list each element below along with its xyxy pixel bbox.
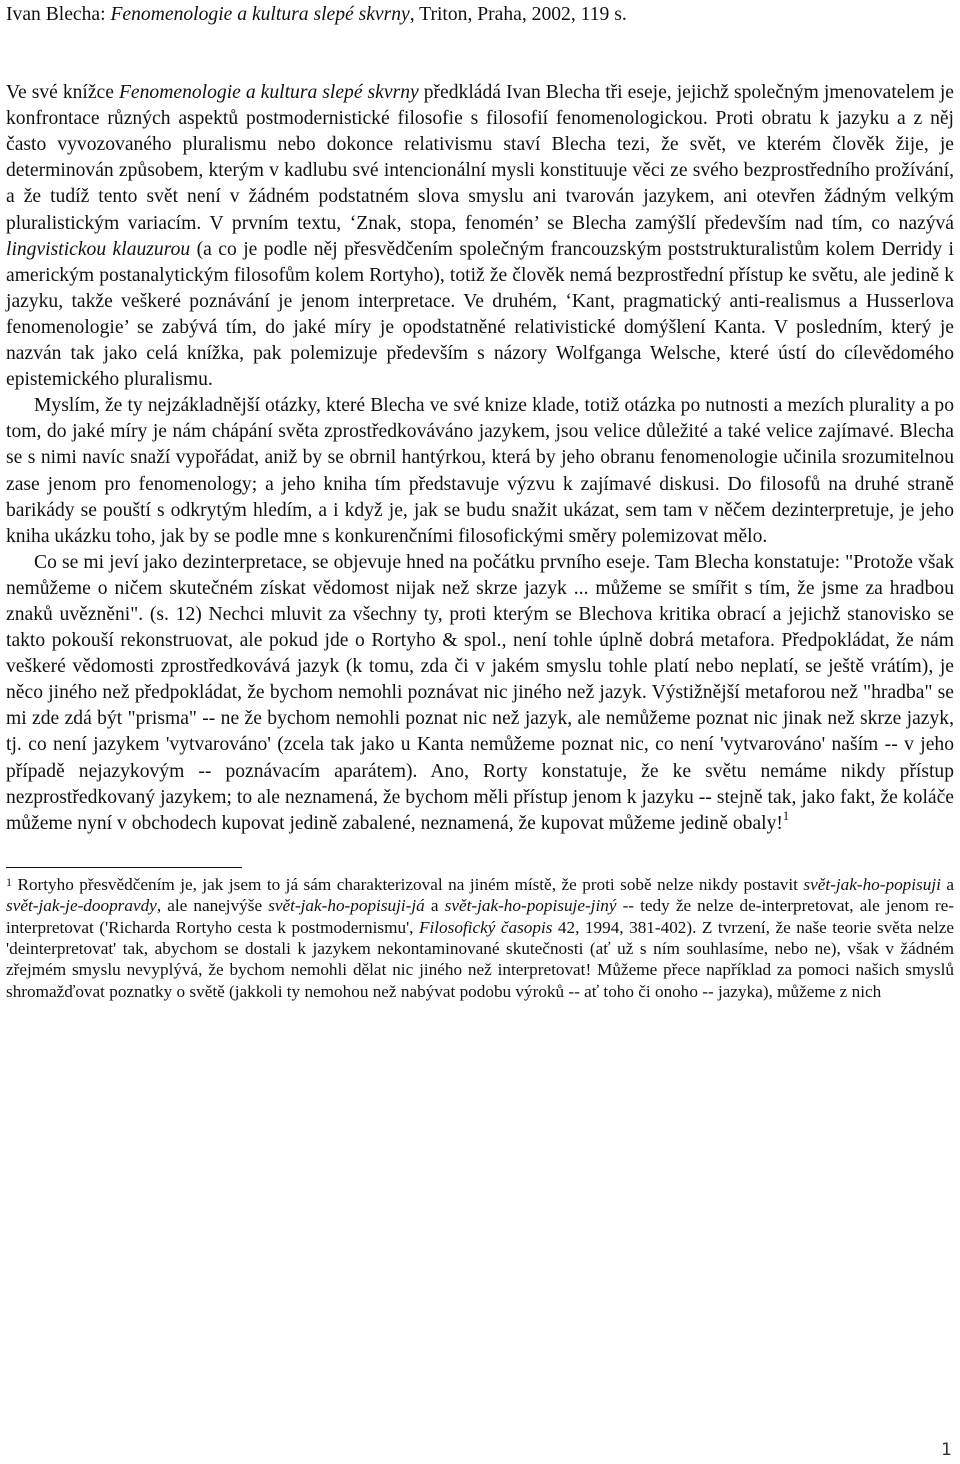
footnote-separator (6, 867, 242, 868)
text-run: Ve své knížce (6, 82, 119, 104)
text-run: Rortyho přesvědčením je, jak jsem to já sám charakterizoval na jiném místě, že proti sobě nelze nikdy postavit (12, 874, 804, 894)
text-run: (a co je podle něj přesvědčením společným francouzským poststrukturalistům kolem Derridy i americkým postanalytickým filosofům kolem Rortyho), totiž že člověk nemá bezprostřední přístup ke světu, ale jedině k jazyku, takže veškeré poznávání je jenom interpretace. Ve druhém, ‘Kant, pragmatický anti-realismus a Husserlova fenomenologie’ se zabývá tím, do jaké míry je opodstatněné relativistické domýšlení Kanta. V posledním, který je nazván tak jako celá knížka, pak polemizuje především s názory Wolfganga Welsche, které ústí do cílevědomého epistemického pluralismu. (6, 238, 955, 391)
paragraph-3 (6, 550, 954, 837)
text-run: 42, 1994, 381-402). Z tvrzení, že naše teorie světa nelze 'deinterpretovat' tak, abychom se dostali k jazykem nekontaminované skutečnosti (ať už s ním souhlasíme, nebo ne), však v žádném zřejmém smyslu nevyplývá, že bychom nemohli dělat nic jiného než interpretovat! Můžeme přece například za pomoci našich smyslů shromažďovat poznatky o světě (jakkoli ty nemohou než nabývat podobu výroků -- ať toho či onoho -- jazyka), můžeme z nich (6, 917, 954, 1001)
text-run: a (424, 896, 445, 916)
text-run: a (940, 874, 954, 894)
citation-publisher: , Triton, Praha, 2002, 119 s. (409, 4, 627, 25)
phrase-italic: svět-jak-ho-popisuji-já (268, 896, 425, 916)
paragraph-2: Myslím, že ty nejzákladnější otázky, které Blecha ve své knize klade, totiž otázka po nutnosti a mezích plurality a po tom, do jaké míry je nám chápání světa zprostředkováváno jazykem, jsou velice důležité a také velice zajímavé. Blecha se s nimi navíc snaží vypořádat, aniž by se obrnil hantýrkou, která by jeho obranu fenomenologie učinila srozumitelnou zase jenom pro fenomenology; a jeho kniha tím představuje výzvu k zajímavé diskusi. Do filosofů na druhé straně barikády se pouští s odkrytým hledím, a i když je, jak se budu snažit ukázat, sem tam v něčem dezinterpretuje, je jeho kniha ukázku toho, jak by se podle mne s konkurenčními filosofickými směry polemizovat mělo. (6, 395, 954, 547)
paragraph-1 (6, 80, 954, 393)
phrase-italic: svět-jak-ho-popisuji (803, 874, 941, 894)
citation-book-title: Fenomenologie a kultura slepé skvrny (110, 4, 410, 25)
page-number: 1 (941, 1440, 952, 1460)
text-run: Co se mi jeví jako dezinterpretace, se objevuje hned na počátku prvního eseje. Tam Blecha konstatuje: "Protože však nemůžeme o ničem skutečném získat vědomost nijak než skrze jazyk ... můžeme se smířit s tím, že jsme za hradbou znaků uvězněni". (s. 12) Nechci mluvit za všechny ty, proti kterým se Blechova kritika obrací a jejichž stanovisko se takto pokouší rekonstruovat, ale pokud jde o Rortyho & spol., není tohle úplně dobrá metafora. Předpokládat, že nám veškeré vědomosti zprostředkovává jazyk (k tomu, zda či v jakém smyslu tohle platí nebo neplatí, se ještě vrátím), je něco jiného než předpokládat, že bychom nemohli poznávat nic jiného než jazyk. Výstižnější metaforou než "hradba" se mi zde zdá být "prisma" -- ne že bychom nemohli poznat nic než jazyk, ale nemůžeme poznat nic jinak než skrze jazyk, tj. co není jazykem 'vytvarováno' (zcela tak jako u Kanta nemůžeme poznat nic, co není 'vytvarováno' naším -- v jeho případě nejazykovým -- poznávacím aparátem). Ano, Rorty konstatuje, že ke světu nemáme nikdy přístup nezprostředkovaný jazykem; to ale neznamená, že bychom měli přístup jenom k jazyku -- stejně tak, jako fakt, že koláče můžeme nyní v obchodech kupovat jedině zabalené, neznamená, že kupovat můžeme jedině obaly! (6, 551, 954, 834)
term-italic: lingvistickou klauzurou (6, 238, 191, 260)
book-title-italic: Fenomenologie a kultura slepé skvrny (118, 82, 419, 104)
footnote-number: 1 (6, 874, 12, 889)
text-run: -- tedy že nelze de-interpretovat, ale jenom re-interpretovat ('Richarda Rortyho cesta k postmodernismu', (6, 896, 954, 937)
text-run: předkládá Ivan Blecha tři eseje, jejichž společným jmenovatelem je konfrontace různých aspektů postmodernistické filosofie s filosofií fenomenologickou. Proti obratu k jazyku a z něj často vyvozovaného pluralismu nebo dokonce relativismu staví Blecha tezi, že svět, ve kterém člověk žije, je determinován způsobem, kterým v kadlubu své intencionální mysli konstituuje věci ze svého bezprostředního prožívání, a že tudíž tento svět není v žádném podstatném slova smyslu ani tvarován jazykem, ani otevřen žádným velkým pluralistickým variacím. V prvním textu, ‘Znak, stopa, fenomén’ se Blecha zamýšlí především nad tím, co nazývá (6, 82, 954, 234)
spacer (6, 28, 954, 80)
phrase-italic: svět-jak-ho-popisuje-jiný (444, 896, 617, 916)
text-run: , ale nanejvýše (156, 896, 269, 916)
document-page (6, 2, 954, 1002)
citation-author: Ivan Blecha: (6, 4, 111, 25)
journal-italic: Filosofický časopis (418, 917, 553, 937)
phrase-italic: svět-jak-je-doopravdy (6, 896, 157, 916)
footnote-1 (6, 874, 954, 1002)
footnote-reference[interactable]: 1 (782, 808, 790, 823)
citation-header (6, 2, 954, 28)
